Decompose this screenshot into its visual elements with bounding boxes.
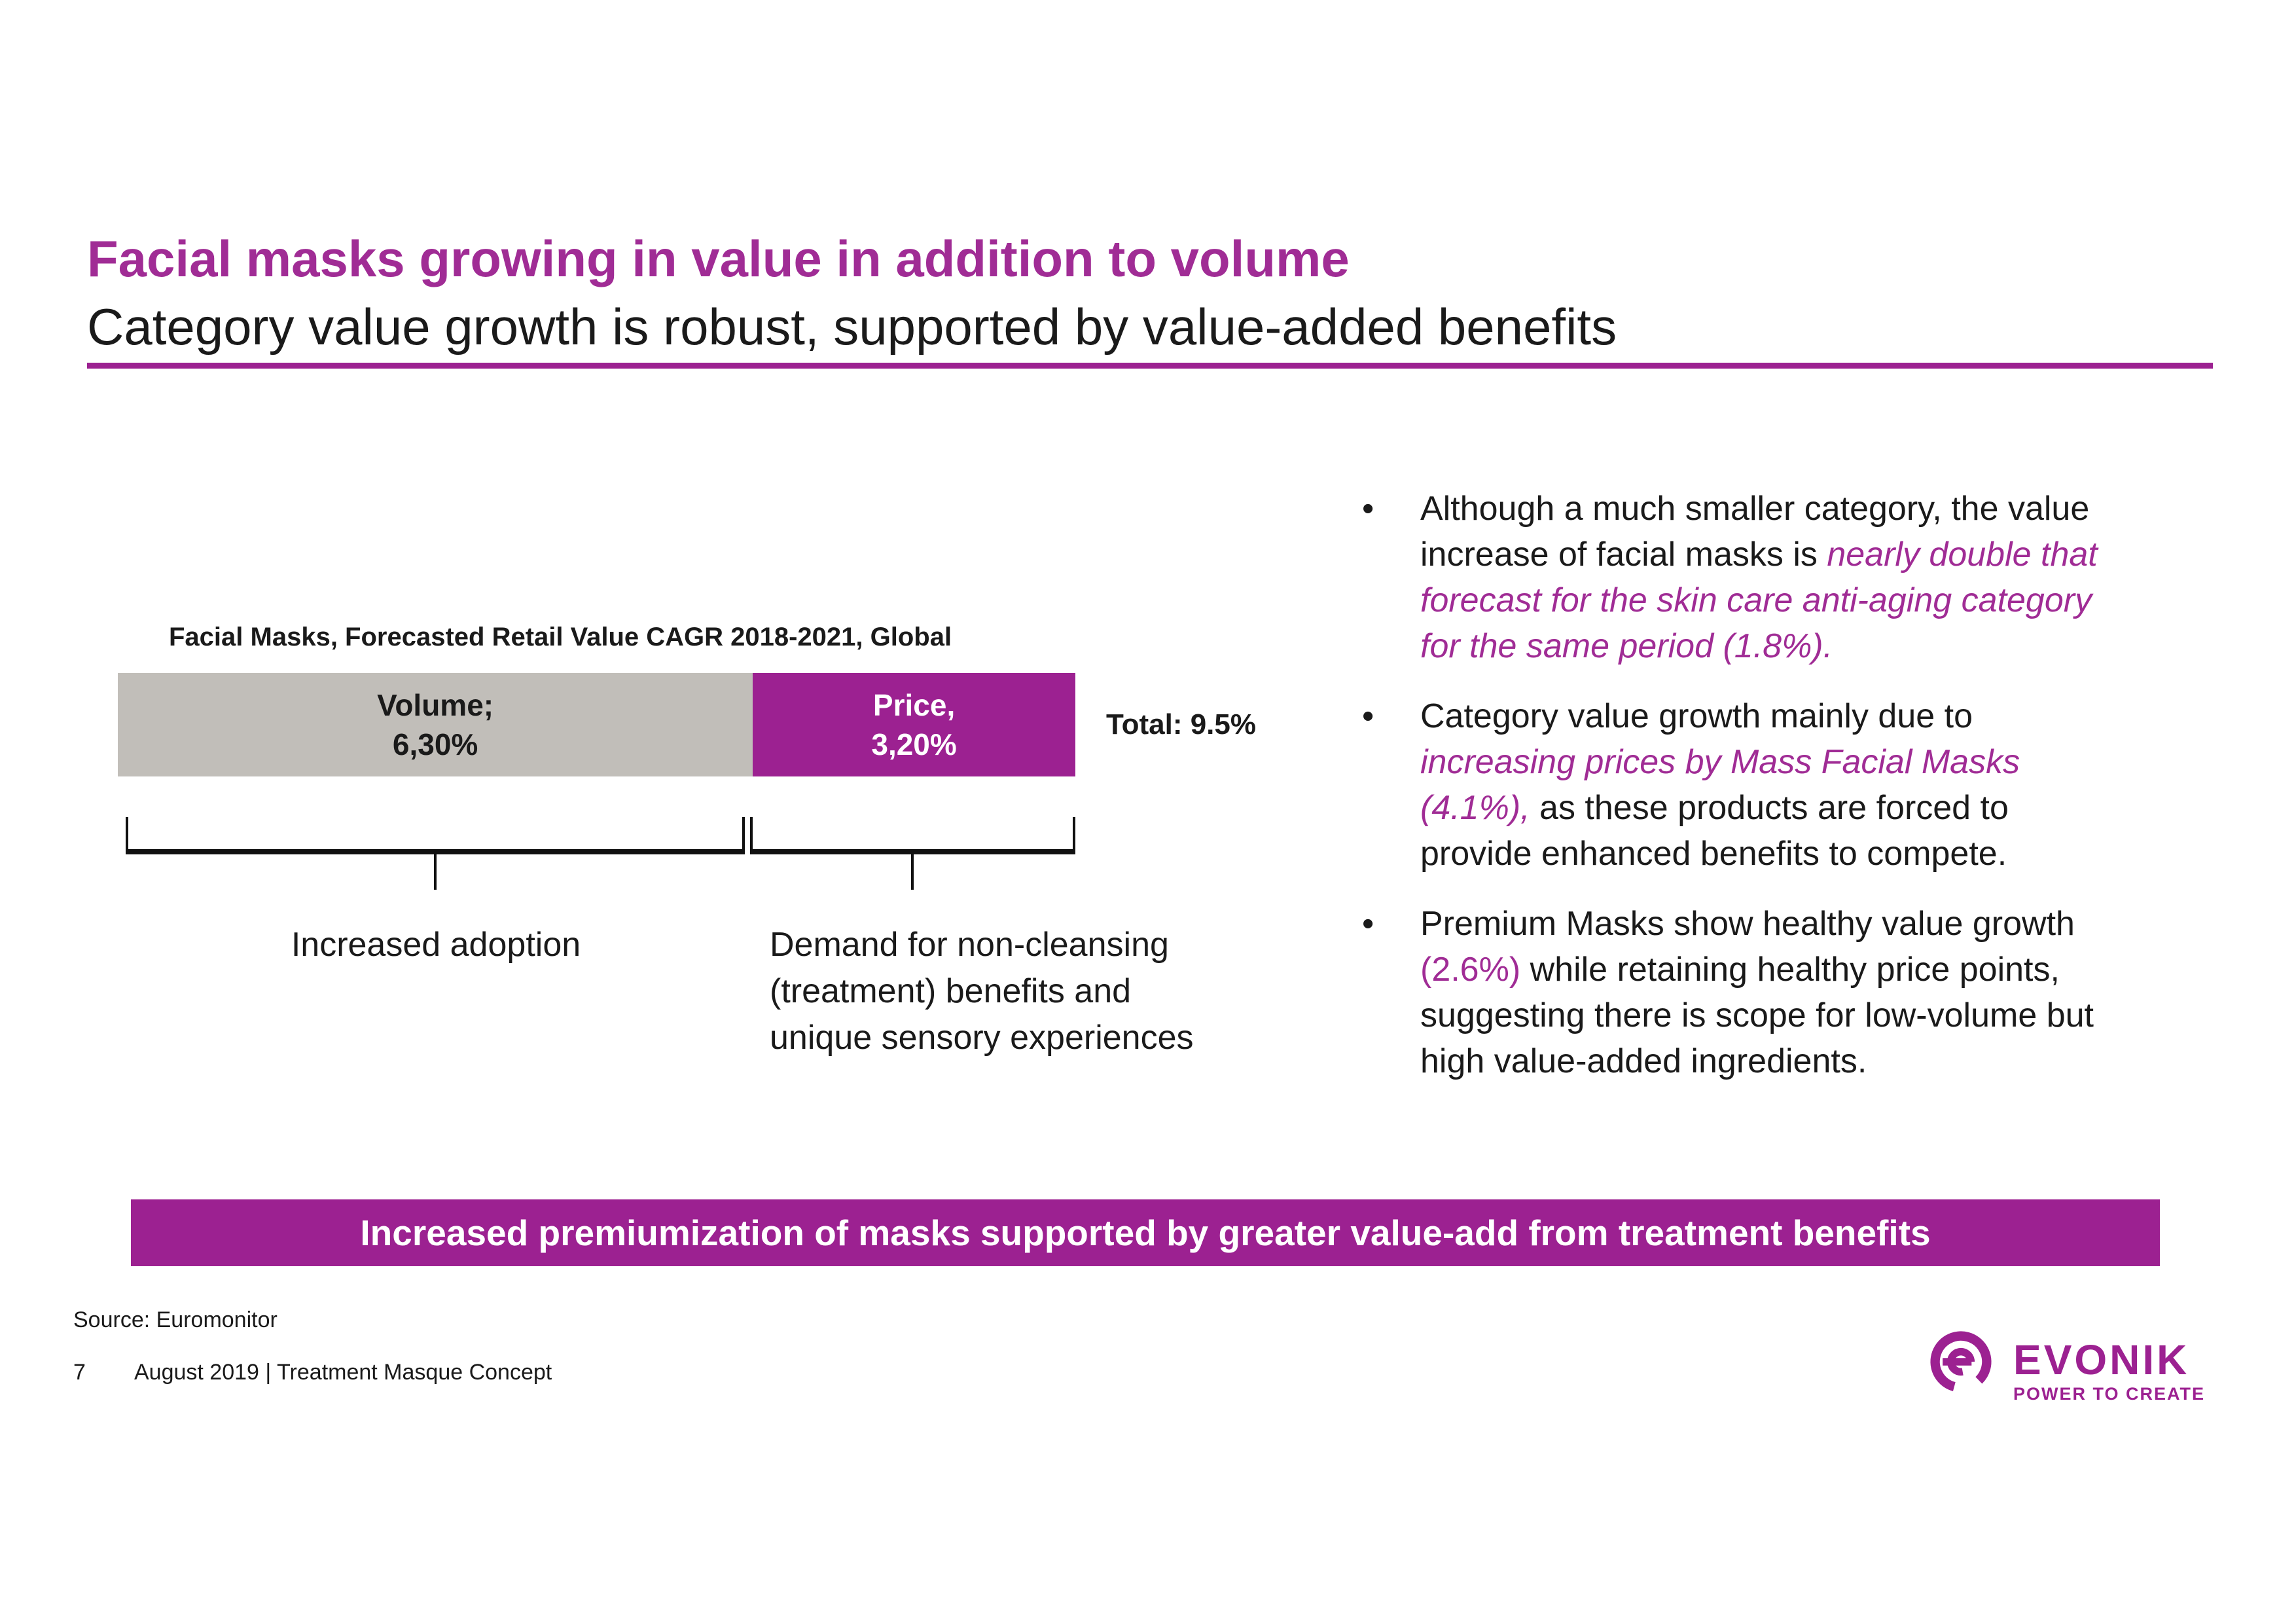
footer-date-title: August 2019 | Treatment Masque Concept: [134, 1360, 552, 1385]
evonik-wordmark: EVONIK: [2013, 1336, 2190, 1383]
page-number: 7: [73, 1360, 86, 1385]
bullet-dot: •: [1362, 490, 1374, 528]
bracket-right-bar: [750, 849, 1075, 854]
bullet-text-line: forecast for the skin care anti-aging category: [1420, 581, 2092, 619]
annotation-line: unique sensory experiences: [770, 1019, 1194, 1057]
bullet-text-line: increasing prices by Mass Facial Masks: [1420, 743, 2020, 781]
annotation-line: Demand for non-cleansing: [770, 926, 1169, 964]
bracket-right-stem: [911, 854, 914, 890]
evonik-tagline: POWER TO CREATE: [2013, 1384, 2206, 1404]
page-subtitle: Category value growth is robust, supported by value-added benefits: [87, 298, 1617, 356]
bullet-text-line: (2.6%) while retaining healthy price points,: [1420, 951, 2060, 989]
bullet-text-line: Although a much smaller category, the value: [1420, 490, 2090, 528]
bullet-dot: •: [1362, 697, 1374, 735]
bullet-text-line: high value-added ingredients.: [1420, 1042, 1867, 1080]
bullet-text-line: for the same period (1.8%).: [1420, 627, 1833, 665]
bar-segment-label: Volume;: [377, 688, 494, 722]
annotation-line: Increased adoption: [291, 926, 581, 964]
evonik-circle-e-icon: [1929, 1330, 1992, 1393]
bar-segment-price: [753, 673, 1075, 776]
bracket-left-stem: [434, 854, 437, 890]
bullet-text-line: Premium Masks show healthy value growth: [1420, 905, 2075, 943]
key-message-text: Increased premiumization of masks supported by greater value-add from treatment benefits: [360, 1213, 1931, 1253]
bullet-item: [1350, 693, 2280, 877]
bar-segment-label: 6,30%: [392, 727, 478, 761]
title-underline: [87, 363, 2213, 369]
bullet-list: [1350, 486, 2280, 1108]
bar-segment-label: 3,20%: [871, 727, 957, 761]
bracket-left-bar: [126, 849, 745, 854]
bullet-text-line: suggesting there is scope for low-volume but: [1420, 996, 2094, 1034]
bullet-text-line: Category value growth mainly due to: [1420, 697, 1973, 735]
source-note: Source: Euromonitor: [73, 1307, 278, 1332]
annotation-line: (treatment) benefits and: [770, 972, 1132, 1010]
bar-segment-label: Price,: [872, 688, 956, 722]
page-title: Facial masks growing in value in addition to volume: [87, 230, 1350, 287]
bullet-text-line: increase of facial masks is nearly double that: [1420, 536, 2098, 574]
bullet-text-line: (4.1%), as these products are forced to: [1420, 789, 2009, 827]
bar-segment-volume: [118, 673, 753, 776]
total-label: Total: 9.5%: [1106, 708, 1257, 740]
stacked-bar: [118, 673, 1075, 776]
bullet-item: [1350, 486, 2280, 669]
annotation-label-demand: [770, 922, 1293, 1061]
bullet-text-line: provide enhanced benefits to compete.: [1420, 835, 2007, 873]
bullet-item: [1350, 901, 2280, 1084]
bullet-dot: •: [1362, 905, 1374, 943]
key-message-banner: [131, 1199, 2160, 1266]
annotation-label-adoption: [259, 922, 613, 968]
chart-title: Facial Masks, Forecasted Retail Value CAGR 2018-2021, Global: [169, 623, 952, 651]
